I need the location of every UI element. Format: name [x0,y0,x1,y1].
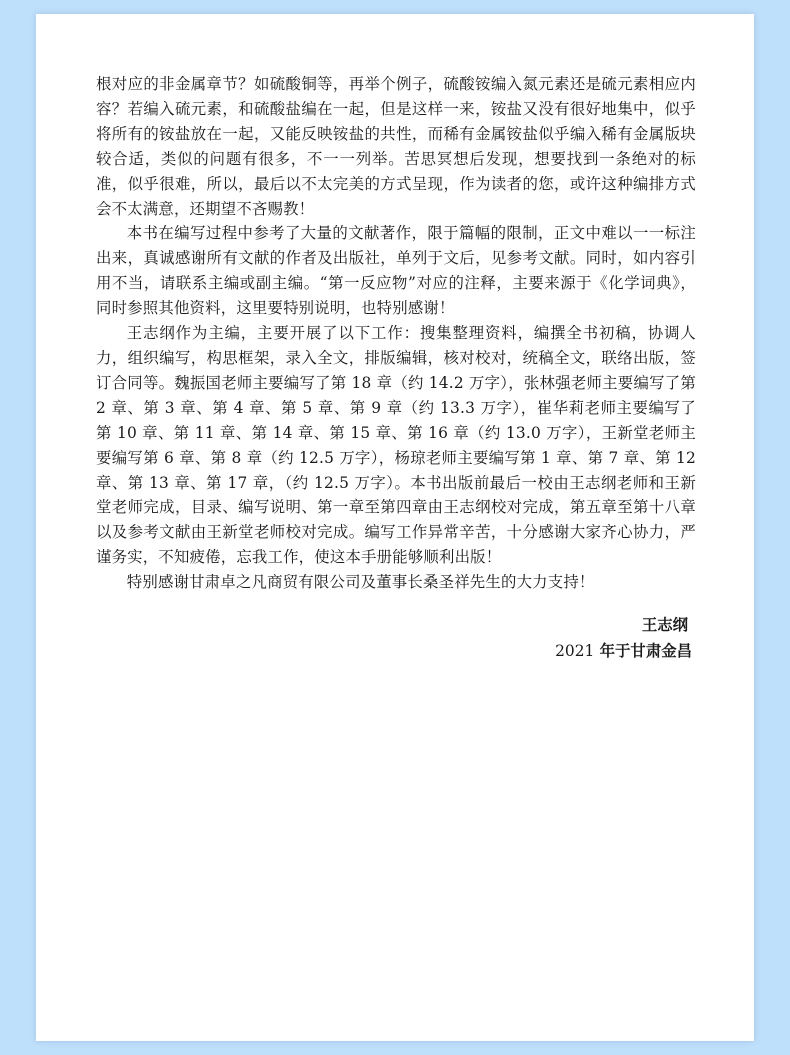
signature-block [555,612,692,664]
preface-text [96,72,696,595]
signature-year: 2021 [555,642,595,660]
signature-place: 年于甘肃金昌 [599,642,692,660]
paragraph-acknowledgement: 特别感谢甘肃卓之凡商贸有限公司及董事长桑圣祥先生的大力支持！ [126,573,595,592]
page-sheet [36,14,754,1041]
signature-date [555,638,692,664]
paragraph-references: 本书在编写过程中参考了大量的文献著作，限于篇幅的限制，正文中难以一一标注出来，真诚感谢所有文献的作者及出版社，单列于文后，见参考文献。同时，如内容引用不当，请联系主编或副主编。“第一反应物”对应的注释，主要来源于《化学词典》，同时参照其他资料，这里要特别说明，也特别感谢！ [96,224,696,318]
author-name: 王志纲 [641,616,688,634]
paragraph-continued: 根对应的非金属章节？如硫酸铜等，再举个例子，硫酸铵编入氮元素还是硫元素相应内容？若编入硫元素，和硫酸盐编在一起，但是这样一来，铵盐又没有很好地集中，似乎将所有的铵盐放在一起，又能反映铵盐的共性，而稀有金属铵盐似乎编入稀有金属版块较合适，类似的问题有很多，不一一列举。苦思冥想后发现，想要找到一条绝对的标准，似乎很难，所以，最后以不太完美的方式呈现，作为读者的您，或许这种编排方式会不太满意，还期望不吝赐教！ [96,75,696,218]
paragraph-contributors: 王志纲作为主编，主要开展了以下工作：搜集整理资料，编撰全书初稿，协调人力，组织编写，构思框架，录入全文，排版编辑，核对校对，统稿全文，联络出版，签订合同等。魏振国老师主要编写了第 18 章（约 14.2 万字），张林强老师主要编写了第 2 章、第 3 章、第 4 章、第 5 章、第 9 章（约 13.3 万字），崔华莉老师主要编写了第 10 章、第 11 章、第 14 章、第 15 章、第 16 章（约 13.0 万字），王新堂老师主要编写第 6 章、第 8 章（约 12.5 万字），杨琼老师主要编写第 1 章、第 7 章、第 12 章、第 13 章、第 17 章，（约 12.5 万字）。本书出版前最后一校由王志纲老师和王新堂老师完成，目录、编写说明、第一章至第四章由王志纲校对完成，第五章至第十八章以及参考文献由王新堂老师校对完成。编写工作异常辛苦，十分感谢大家齐心协力，严谨务实，不知疲倦，忘我工作，使这本手册能够顺利出版！ [96,324,696,567]
